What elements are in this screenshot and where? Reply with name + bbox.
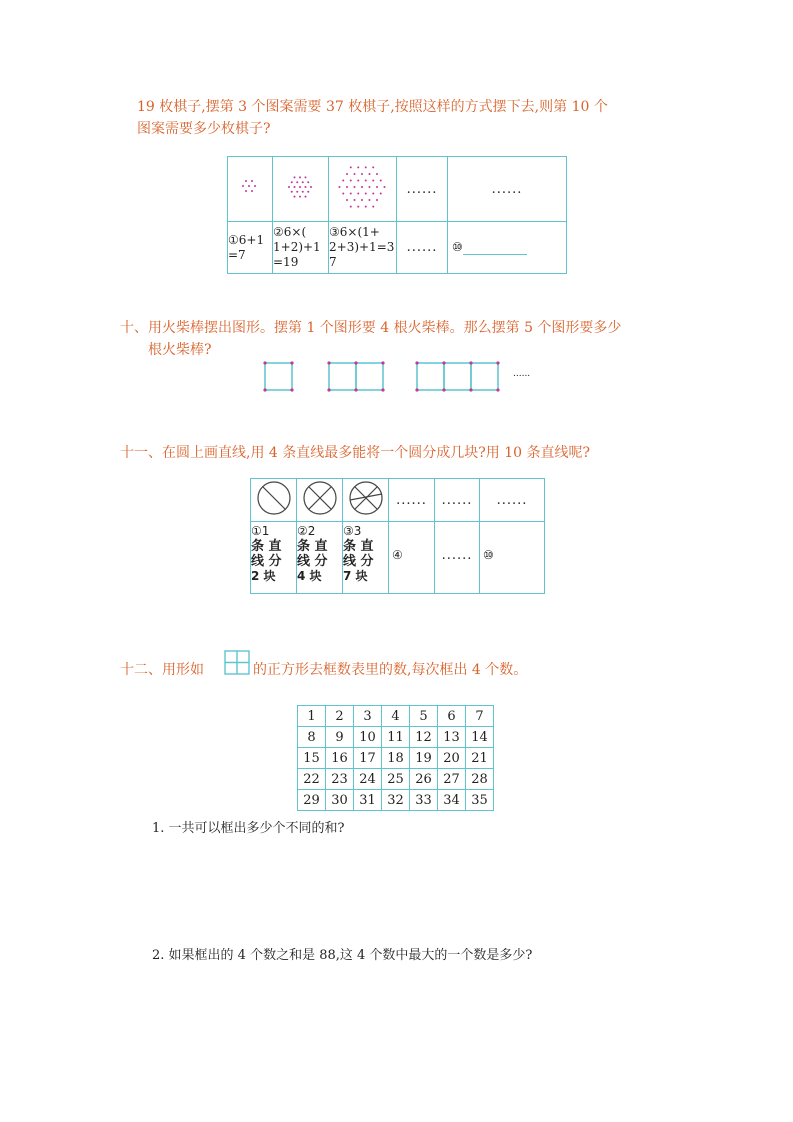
circle-two-lines-icon [300, 479, 340, 517]
q11-circle-table [250, 478, 545, 594]
q12-sub1: 1. 一共可以框出多少个不同的和? [152, 821, 345, 836]
grid-cell[interactable]: 35 [466, 790, 494, 811]
q9-cell-1-l1: ①6+1 [228, 232, 265, 247]
answer-blank[interactable] [463, 242, 527, 255]
grid-row [298, 748, 494, 769]
grid-cell[interactable]: 28 [466, 769, 494, 790]
grid-cell[interactable]: 17 [354, 748, 382, 769]
q11-label-2 [297, 522, 343, 594]
q9-ellipsis-1: ...... [397, 157, 448, 222]
grid-cell[interactable]: 20 [438, 748, 466, 769]
grid-cell[interactable]: 11 [382, 727, 410, 748]
q11-label-3-l2: 条 直 [343, 539, 374, 554]
grid-cell[interactable]: 22 [298, 769, 326, 790]
grid-cell[interactable]: 34 [438, 790, 466, 811]
q12-prefix: 十二、用形如 [120, 662, 204, 678]
q9-cell-3-l1: ③6×(1+ [329, 225, 380, 239]
matchstick-square-2 [356, 363, 383, 390]
q9-cell-3-l2: 2+3)+1=3 [329, 240, 395, 254]
grid-cell[interactable]: 13 [438, 727, 466, 748]
grid-cell[interactable]: 1 [298, 706, 326, 727]
grid-cell[interactable]: 24 [354, 769, 382, 790]
q11-line1: 十一、在圆上画直线,用 4 条直线最多能将一个圆分成几块?用 10 条直线呢? [120, 445, 590, 461]
grid-cell[interactable]: 6 [438, 706, 466, 727]
grid-cell[interactable]: 15 [298, 748, 326, 769]
q11-label-10: ⑩ [480, 522, 545, 594]
pattern-1-cell [228, 157, 273, 222]
q11-label-2-l4: 4 块 [297, 569, 322, 583]
grid-cell[interactable]: 7 [466, 706, 494, 727]
grid-cell[interactable]: 21 [466, 748, 494, 769]
grid-cell[interactable]: 9 [326, 727, 354, 748]
q11-label-3-l1: ③3 [343, 524, 362, 538]
q11-ellipsis-top-3: ...... [480, 479, 545, 522]
q9-cell-1 [228, 222, 273, 274]
hexagon-dots-1 [228, 157, 272, 217]
square-frame-icon [224, 650, 251, 676]
pattern-2-cell [273, 157, 329, 222]
q11-label-1-l2: 条 直 [251, 539, 282, 554]
grid-cell[interactable]: 12 [410, 727, 438, 748]
q9-line2: 图案需要多少枚棋子? [137, 121, 271, 137]
grid-cell[interactable]: 10 [354, 727, 382, 748]
grid-cell[interactable]: 19 [410, 748, 438, 769]
grid-cell[interactable]: 30 [326, 790, 354, 811]
grid-cell[interactable]: 32 [382, 790, 410, 811]
q11-label-3-l3: 线 分 [343, 554, 374, 569]
grid-row [298, 727, 494, 748]
grid-cell[interactable]: 8 [298, 727, 326, 748]
grid-cell[interactable]: 5 [410, 706, 438, 727]
q9-cell-3-l3: 7 [329, 255, 337, 269]
number-grid [297, 705, 494, 811]
q11-label-1-l3: 线 分 [251, 554, 282, 569]
grid-cell[interactable]: 33 [410, 790, 438, 811]
grid-cell[interactable]: 14 [466, 727, 494, 748]
grid-cell[interactable]: 3 [354, 706, 382, 727]
q11-label-4: ④ [389, 522, 435, 594]
q11-ellipsis-top-1: ...... [389, 479, 435, 522]
q9-cell-2-l3: =19 [273, 255, 299, 269]
q9-cell-2-l1: ②6×( [273, 225, 307, 239]
q10-line2: 根火柴棒? [148, 342, 212, 358]
grid-row [298, 769, 494, 790]
q9-pattern-table [227, 156, 567, 274]
q11-label-1-l4: 2 块 [251, 569, 276, 583]
q9-ellipsis-2: ...... [448, 157, 567, 222]
q12-suffix: 的正方形去框数表里的数,每次框出 4 个数。 [253, 662, 528, 678]
grid-cell[interactable]: 2 [326, 706, 354, 727]
q10-line1: 十、用火柴棒摆出图形。摆第 1 个图形要 4 根火柴棒。那么摆第 5 个图形要多少 [120, 320, 622, 336]
grid-cell[interactable]: 31 [354, 790, 382, 811]
q11-ellipsis-top-2: ...... [435, 479, 480, 522]
q9-ellipsis-3: ...... [397, 222, 448, 274]
circle-one-line-icon [254, 479, 294, 517]
pattern-3-cell [329, 157, 397, 222]
q9-cell-1-l2: =7 [228, 247, 246, 262]
q11-label-2-l3: 线 分 [297, 554, 328, 569]
circle-three-lines-icon [346, 479, 386, 517]
matchstick-square-3 [471, 363, 498, 390]
q11-label-2-l1: ②2 [297, 524, 316, 538]
q12-sub2: 2. 如果框出的 4 个数之和是 88,这 4 个数中最大的一个数是多少? [152, 948, 533, 963]
q9-cell-10-label: ⑩ [452, 240, 463, 254]
circle-2-cell [297, 479, 343, 522]
grid-row [298, 790, 494, 811]
q9-cell-10 [448, 222, 567, 274]
grid-cell[interactable]: 18 [382, 748, 410, 769]
q10-ellipsis: ...... [513, 369, 531, 379]
matchstick-figures [260, 358, 530, 398]
q11-label-3-l4: 7 块 [343, 569, 368, 583]
grid-cell[interactable]: 27 [438, 769, 466, 790]
q11-label-1 [251, 522, 297, 594]
grid-cell[interactable]: 26 [410, 769, 438, 790]
q11-label-1-l1: ①1 [251, 524, 270, 538]
hexagon-dots-3 [329, 157, 396, 217]
circle-1-cell [251, 479, 297, 522]
q11-label-3 [343, 522, 389, 594]
circle-3-cell [343, 479, 389, 522]
grid-cell[interactable]: 23 [326, 769, 354, 790]
grid-row [298, 706, 494, 727]
grid-cell[interactable]: 16 [326, 748, 354, 769]
q11-label-2-l2: 条 直 [297, 539, 328, 554]
q9-cell-3 [329, 222, 397, 274]
matchstick-square-1 [265, 363, 292, 390]
q9-cell-2-l2: 1+2)+1 [273, 240, 321, 254]
hexagon-dots-2 [273, 157, 328, 217]
grid-cell[interactable]: 25 [382, 769, 410, 790]
grid-cell[interactable]: 29 [298, 790, 326, 811]
q9-line1: 19 枚棋子,摆第 3 个图案需要 37 枚棋子,按照这样的方式摆下去,则第 10 个 [137, 99, 608, 115]
grid-cell[interactable]: 4 [382, 706, 410, 727]
q11-ellipsis-bottom: ...... [435, 522, 480, 594]
q9-cell-2 [273, 222, 329, 274]
